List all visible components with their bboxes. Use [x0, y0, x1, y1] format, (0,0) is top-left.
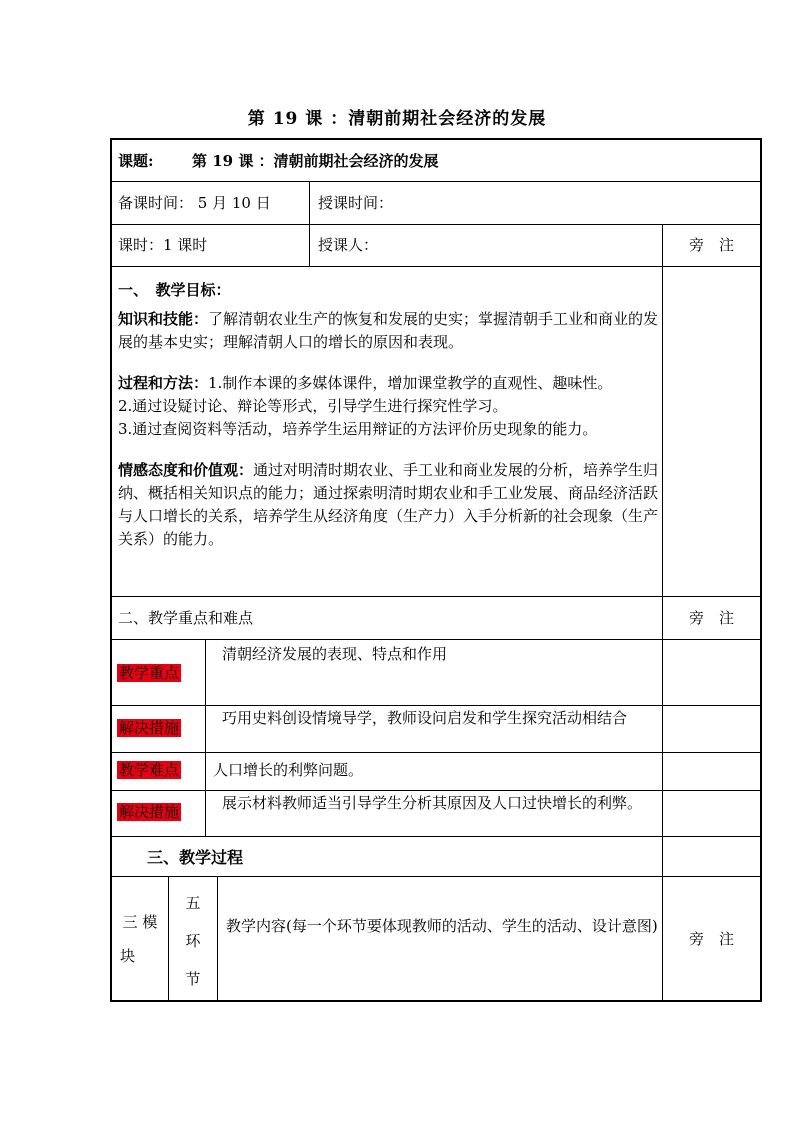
side-note-header: 旁 注	[688, 609, 734, 627]
side-note-header: 旁 注	[688, 930, 734, 948]
prep-time-value: 5 月 10 日	[197, 194, 271, 212]
solution-text: 展示材料教师适当引导学生分析其原因及人口过快增长的利弊。	[222, 794, 643, 812]
stage-label: 五	[185, 894, 201, 912]
solution-tag: 解决措施	[119, 803, 180, 821]
tag-cell	[117, 801, 205, 824]
row-divider	[110, 224, 762, 225]
class-hours: 课时：1 课时	[118, 236, 208, 254]
row-divider	[110, 639, 762, 640]
document-title: 第 19 课 ：清朝前期社会经济的发展	[247, 109, 547, 129]
key-point-text: 清朝经济发展的表现、特点和作用	[222, 645, 448, 663]
prep-time-label: 备课时间：	[118, 194, 194, 212]
table-border-left	[110, 138, 112, 1002]
stage-label: 节	[185, 970, 201, 988]
row-divider	[110, 876, 762, 877]
emotion-paragraph	[118, 459, 660, 551]
row-divider	[110, 752, 762, 753]
row-divider	[110, 266, 762, 267]
process-heading: 三、教学过程	[147, 848, 244, 867]
module-cell	[112, 905, 168, 973]
topic-label: 课题:	[118, 152, 154, 170]
table-border-bottom	[110, 1000, 762, 1002]
stage-cell	[169, 884, 217, 998]
row-divider	[110, 790, 762, 791]
knowledge-text: 了解清朝农业生产的恢复和发展的史实；掌握清朝手工业和商业的发展的基本史实；理解清朝人口的增长的原因和表现。	[118, 310, 659, 351]
process-paragraph	[118, 372, 660, 395]
process-item-3: 3.通过查阅资料等活动，培养学生运用辩证的方法评价历史现象的能力。	[118, 420, 598, 438]
row-divider	[110, 181, 762, 182]
difficulty-text: 人口增长的利弊问题。	[213, 761, 364, 779]
content-description: 教学内容(每一个环节要体现教师的活动、学生的活动、设计意图)	[226, 917, 658, 935]
col-divider	[205, 639, 206, 836]
row-divider	[110, 596, 762, 597]
prep-time-cell	[118, 192, 308, 215]
goals-heading: 一、 教学目标：	[118, 281, 231, 299]
tag-cell	[117, 759, 205, 782]
module-label: 三 模	[122, 913, 158, 931]
col-divider	[217, 876, 218, 1002]
difficulty-tag: 教学难点	[119, 761, 180, 779]
topic-row	[118, 150, 678, 173]
solution-text: 巧用史料创设情境导学，教师设问启发和学生探究活动相结合	[222, 709, 628, 727]
emotion-label: 情感态度和价值观：	[118, 461, 254, 479]
tag-cell	[117, 662, 205, 685]
process-item-1: 1.制作本课的多媒体课件，增加课堂教学的直观性、趣味性。	[208, 374, 613, 392]
tag-cell	[117, 717, 205, 740]
row-divider	[110, 836, 762, 837]
stage-label: 环	[185, 932, 201, 950]
knowledge-label: 知识和技能：	[118, 310, 209, 328]
row-divider	[110, 705, 762, 706]
teach-time-label: 授课时间：	[318, 194, 394, 212]
goals-block	[118, 279, 660, 551]
table-border-top	[110, 138, 762, 140]
key-points-heading: 二、教学重点和难点	[118, 609, 254, 627]
col-divider	[309, 181, 310, 267]
solution-tag: 解决措施	[119, 719, 180, 737]
process-label: 过程和方法：	[118, 374, 209, 392]
emotion-text: 通过对明清时期农业、手工业和商业发展的分析，培养学生归纳、概括相关知识点的能力；通过探索明清时期农业和手工业发展、商品经济活跃与人口增长的关系，培养学生从经济角度（生产力）入手分析新的社会现象（生产关系）的能力。	[118, 461, 659, 548]
key-point-tag: 教学重点	[119, 664, 180, 682]
table-border-right	[760, 138, 762, 1002]
teacher-label: 授课人：	[318, 236, 379, 254]
process-item-2: 2.通过设疑讨论、辩论等形式，引导学生进行探究性学习。	[118, 397, 508, 415]
side-note-header: 旁 注	[688, 236, 734, 254]
knowledge-paragraph	[118, 308, 660, 354]
topic-value: 第 19 课 ：清朝前期社会经济的发展	[192, 152, 439, 170]
module-label: 块	[120, 947, 136, 965]
